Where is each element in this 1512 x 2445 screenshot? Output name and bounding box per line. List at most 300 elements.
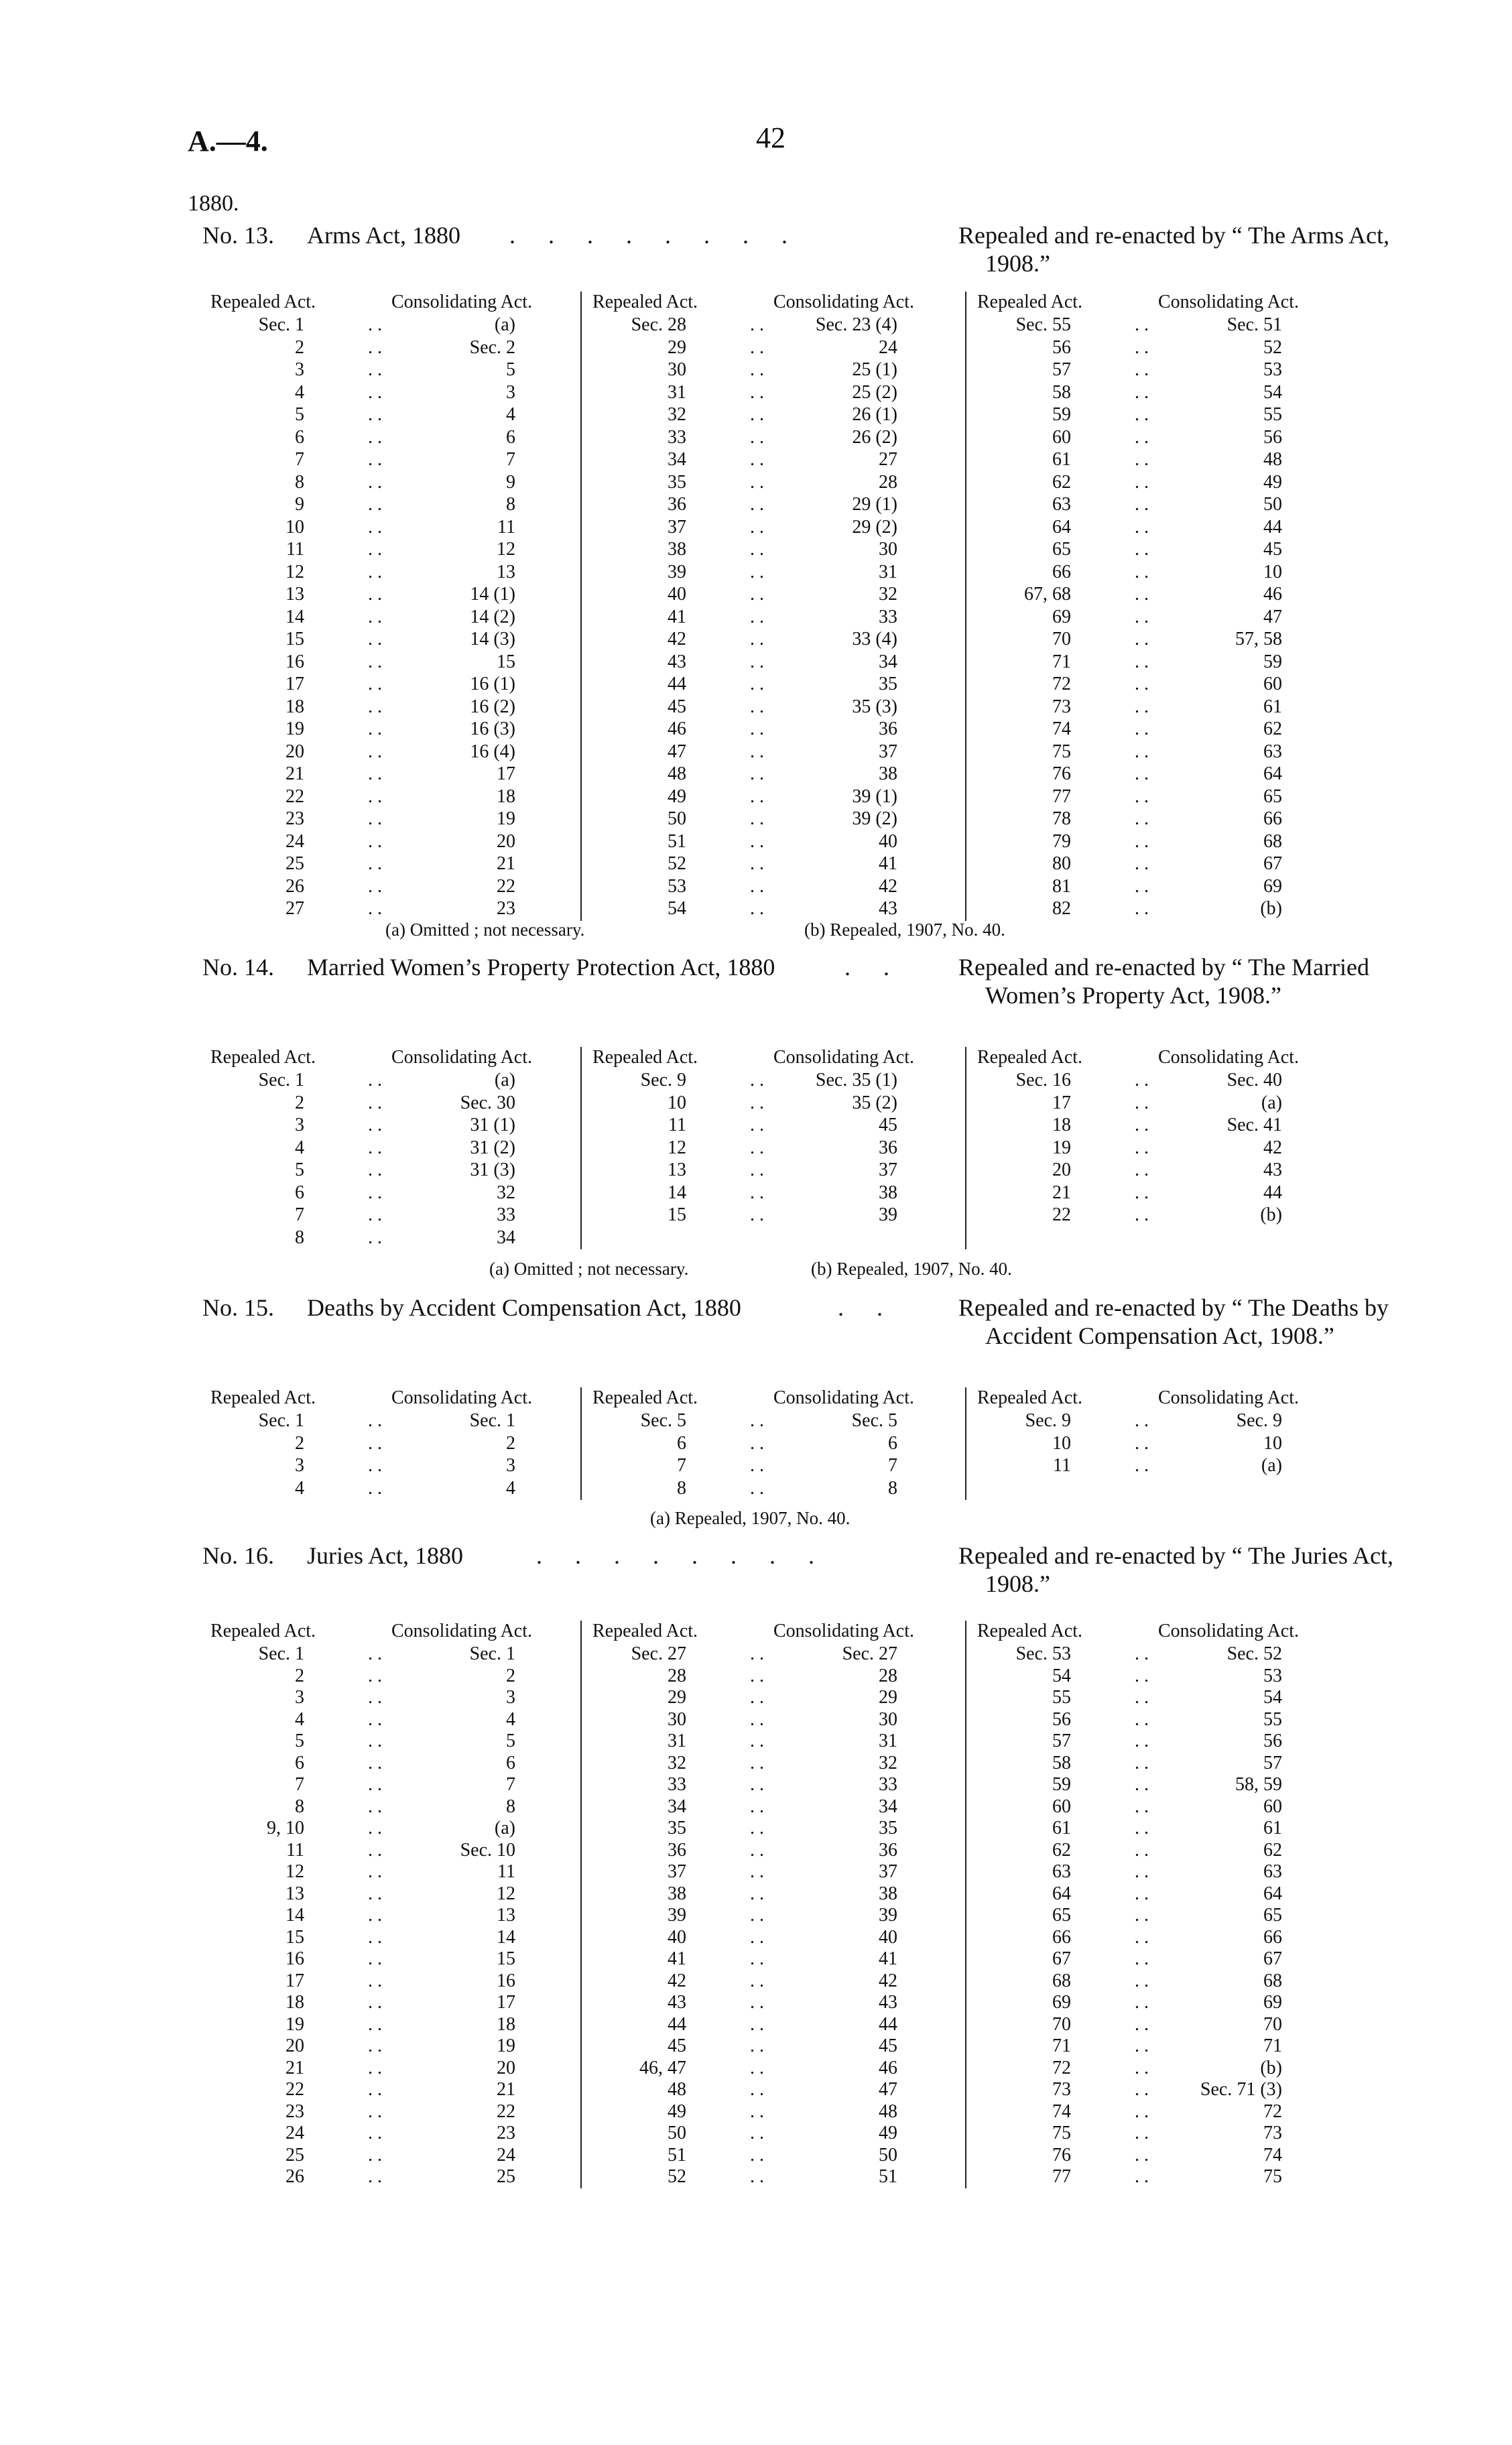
dot-leader: . . [368,853,382,874]
consolidating-act-header: Consolidating Act. [391,1621,532,1641]
dot-leader: . . [1135,1687,1149,1708]
dot-leader: . . [750,1861,764,1882]
repealed-section: 59 [1052,1774,1071,1795]
repealed-section: 40 [668,584,686,605]
repealed-section: 9, 10 [267,1818,304,1838]
dot-leader: . . [750,1905,764,1926]
repealed-section: 26 [286,2166,304,2187]
repealed-section: 2 [295,1092,304,1113]
consolidating-section: (a) [494,1070,515,1090]
consolidating-act-header: Consolidating Act. [1158,1047,1299,1068]
consolidating-section: 71 [1263,2035,1282,2056]
consolidating-section: 29 [879,1687,897,1708]
consolidating-section: 24 [879,336,897,358]
repealed-section: 18 [286,696,304,717]
repealed-section: 6 [677,1432,686,1454]
act-status: Repealed and re-enacted by “ The Juries Act, 1908.” [958,1542,1394,1597]
consolidating-section: 23 [497,2123,515,2143]
consolidating-section: 65 [1263,786,1282,807]
dot-leader: . . [368,1070,382,1090]
consolidating-section: 35 [879,1818,897,1838]
dot-leader: . . [1135,808,1149,829]
dot-leader: . . [368,561,382,582]
consolidating-section: 29 (1) [852,494,897,515]
repealed-section: 9 [295,494,304,515]
dot-leader: . . [1135,1818,1149,1838]
dot-leader: . . [368,539,382,560]
repealed-section: 11 [1053,1455,1071,1476]
consolidating-section: 37 [879,741,897,762]
column-divider [580,1047,582,1249]
repealed-section: 70 [1052,2013,1071,2035]
consolidating-section: 70 [1263,2013,1282,2035]
dot-leader: . . [368,1970,382,1991]
consolidating-section: 67 [1263,1948,1282,1969]
dot-leader: . . [750,1092,764,1113]
consolidating-section: 59 [1263,651,1282,672]
consolidating-section: 5 [506,359,515,380]
dot-leader: . . [368,1455,382,1476]
repealed-section: 50 [668,808,686,829]
consolidating-section: 13 [497,1905,515,1926]
consolidating-section: 11 [497,516,515,538]
dot-leader: . . [368,898,382,919]
dot-leader: . . [1135,471,1149,493]
repealed-act-header: Repealed Act. [592,1047,698,1068]
consolidating-section: Sec. 30 [460,1092,515,1113]
repealed-section: Sec. 9 [640,1070,686,1090]
dot-leader: . . [1135,1905,1149,1926]
consolidating-section: 63 [1263,1861,1282,1882]
repealed-section: 63 [1052,494,1071,515]
consolidating-section: 32 [879,584,897,605]
consolidating-section: 3 [506,381,515,403]
footnote: (b) Repealed, 1907, No. 40. [804,920,1005,940]
dot-leader: . . [1135,1455,1149,1476]
consolidating-section: Sec. 5 [851,1410,897,1431]
repealed-section: 76 [1052,2144,1071,2166]
dot-leader: . . [750,763,764,784]
dot-leader: . . [1135,718,1149,739]
dot-leader: . . [1135,2101,1149,2122]
repealed-section: 25 [286,2144,304,2166]
dot-leader: . . [750,1477,764,1499]
repealed-section: 77 [1052,2166,1071,2187]
repealed-section: 28 [668,1665,686,1686]
dot-leader: . . [368,2166,382,2187]
repealed-section: 75 [1052,741,1071,762]
repealed-section: 14 [286,606,304,627]
consolidating-section: (a) [494,1818,515,1838]
repealed-section: 77 [1052,786,1071,807]
repealed-section: 15 [286,629,304,649]
dot-leader: . . [750,606,764,627]
consolidating-section: 7 [888,1455,897,1476]
consolidating-section: 54 [1263,381,1282,403]
dot-leader: . . [750,1839,764,1861]
dot-leader: . . [368,584,382,605]
dot-leader: . . [368,1137,382,1158]
dot-leader: . . . . . . . . [509,222,801,249]
consolidating-section: 15 [497,651,515,672]
dot-leader: . . [750,1818,764,1838]
dot-leader: . . [750,449,764,470]
repealed-section: 81 [1052,875,1071,897]
column-divider [580,1387,582,1500]
consolidating-act-header: Consolidating Act. [1158,292,1299,312]
consolidating-section: 43 [879,1992,897,2013]
dot-leader: . . [368,808,382,829]
dot-leader: . . [750,584,764,605]
repealed-section: 12 [668,1137,686,1158]
dot-leader: . . [368,471,382,493]
consolidating-section: (a) [1261,1455,1282,1476]
dot-leader: . . [1135,696,1149,717]
dot-leader: . . [368,1861,382,1882]
repealed-section: 43 [668,1992,686,2013]
consolidating-section: (a) [1261,1092,1282,1113]
repealed-section: 19 [286,718,304,739]
repealed-section: 13 [286,584,304,605]
repealed-section: 65 [1052,539,1071,560]
repealed-section: 27 [286,898,304,919]
repealed-section: 30 [668,359,686,380]
consolidating-section: 52 [1263,336,1282,358]
dot-leader: . . [368,359,382,380]
act-status: Repealed and re-enacted by “ The Married Women’s Property Act, 1908.” [958,954,1370,1009]
repealed-section: 6 [295,1182,304,1203]
consolidating-section: 41 [879,1948,897,1969]
dot-leader: . . [1135,1643,1149,1664]
repealed-section: 17 [1052,1092,1071,1113]
repealed-section: 70 [1052,629,1071,649]
consolidating-section: 33 [879,606,897,627]
consolidating-section: 15 [497,1948,515,1969]
consolidating-section: 42 [879,1970,897,1991]
repealed-section: 69 [1052,606,1071,627]
repealed-section: 24 [286,2123,304,2143]
repealed-section: 18 [1052,1115,1071,1135]
consolidating-section: 48 [879,2101,897,2122]
repealed-act-header: Repealed Act. [210,292,316,312]
consolidating-section: 11 [497,1861,515,1882]
consolidating-section: 53 [1263,359,1282,380]
dot-leader: . . [368,1796,382,1817]
consolidating-section: 56 [1263,426,1282,448]
repealed-section: 79 [1052,830,1071,852]
repealed-section: 64 [1052,516,1071,538]
repealed-section: Sec. 28 [631,314,686,335]
dot-leader: . . [368,629,382,649]
consolidating-section: 62 [1263,1839,1282,1861]
consolidating-section: 34 [879,651,897,672]
repealed-section: 4 [295,1137,304,1158]
dot-leader: . . [750,314,764,335]
repealed-section: 61 [1052,449,1071,470]
consolidating-section: 63 [1263,741,1282,762]
consolidating-section: 38 [879,1883,897,1904]
consolidating-section: 31 [879,561,897,582]
dot-leader: . . [750,2144,764,2166]
consolidating-section: 61 [1263,696,1282,717]
dot-leader: . . [368,426,382,448]
consolidating-section: 64 [1263,1883,1282,1904]
repealed-section: 45 [668,2035,686,2056]
dot-leader: . . [750,1774,764,1795]
dot-leader: . . [750,2079,764,2100]
consolidating-act-header: Consolidating Act. [391,1387,532,1408]
consolidating-section: Sec. 35 (1) [815,1070,897,1090]
repealed-act-header: Repealed Act. [977,1387,1083,1408]
dot-leader: . . [368,1665,382,1686]
dot-leader: . . [1135,1926,1149,1948]
repealed-section: 24 [286,830,304,852]
dot-leader: . . [750,561,764,582]
repealed-section: 7 [295,449,304,470]
consolidating-section: 42 [879,875,897,897]
repealed-section: 60 [1052,426,1071,448]
consolidating-section: 30 [879,1708,897,1730]
consolidating-section: 18 [497,2013,515,2035]
dot-leader: . . [750,2057,764,2078]
consolidating-section: 60 [1263,1796,1282,1817]
consolidating-section: 51 [879,2166,897,2187]
consolidating-section: 4 [506,1708,515,1730]
consolidating-section: 49 [879,2123,897,2143]
consolidating-section: 25 (2) [852,381,897,403]
dot-leader: . . [368,741,382,762]
repealed-section: 63 [1052,1861,1071,1882]
repealed-act-header: Repealed Act. [210,1621,316,1641]
dot-leader: . . [368,494,382,515]
repealed-section: 3 [295,1455,304,1476]
dot-leader: . . [844,954,903,981]
repealed-section: 58 [1052,1752,1071,1773]
repealed-section: 52 [668,853,686,874]
consolidating-section: 48 [1263,449,1282,470]
consolidating-section: 33 (4) [852,629,897,649]
repealed-section: 13 [286,1883,304,1904]
repealed-section: 20 [1052,1159,1071,1180]
consolidating-section: Sec. 27 [842,1643,897,1664]
repealed-section: 42 [668,629,686,649]
dot-leader: . . [1135,1410,1149,1431]
repealed-section: 6 [295,1752,304,1773]
dot-leader: . . [750,426,764,448]
dot-leader: . . [1135,314,1149,335]
act-number: No. 15. [202,1294,274,1321]
repealed-section: 57 [1052,359,1071,380]
dot-leader: . . [750,1432,764,1454]
consolidating-section: 60 [1263,674,1282,694]
consolidating-section: 14 (3) [470,629,515,649]
consolidating-section: 28 [879,471,897,493]
repealed-section: Sec. 5 [640,1410,686,1431]
repealed-section: 47 [668,741,686,762]
consolidating-section: 17 [497,763,515,784]
consolidating-section: 16 (3) [470,718,515,739]
consolidating-section: 19 [497,2035,515,2056]
repealed-section: 29 [668,336,686,358]
dot-leader: . . [1135,2013,1149,2035]
footnote: (b) Repealed, 1907, No. 40. [811,1259,1012,1279]
dot-leader: . . [750,718,764,739]
consolidating-act-header: Consolidating Act. [773,1047,914,1068]
repealed-section: 2 [295,336,304,358]
consolidating-section: 57, 58 [1235,629,1282,649]
repealed-section: 78 [1052,808,1071,829]
consolidating-section: 38 [879,1182,897,1203]
dot-leader: . . [750,494,764,515]
dot-leader: . . [368,674,382,694]
repealed-section: 64 [1052,1883,1071,1904]
repealed-section: 12 [286,561,304,582]
repealed-section: 48 [668,763,686,784]
consolidating-section: 75 [1263,2166,1282,2187]
dot-leader: . . [1135,1665,1149,1686]
repealed-act-header: Repealed Act. [977,1047,1083,1068]
repealed-act-header: Repealed Act. [210,1387,316,1408]
dot-leader: . . [368,1731,382,1751]
consolidating-section: 29 (2) [852,516,897,538]
repealed-section: 22 [286,786,304,807]
dot-leader: . . [1135,1883,1149,1904]
repealed-section: 3 [295,1687,304,1708]
consolidating-section: (a) [494,314,515,335]
consolidating-section: 10 [1263,561,1282,582]
repealed-act-header: Repealed Act. [210,1047,316,1068]
consolidating-section: 64 [1263,763,1282,784]
consolidating-section: 6 [506,1752,515,1773]
column-divider [965,292,966,921]
repealed-section: 34 [668,1796,686,1817]
consolidating-section: 50 [1263,494,1282,515]
consolidating-section: 47 [879,2079,897,2100]
consolidating-section: 4 [506,404,515,425]
dot-leader: . . [1135,2035,1149,2056]
consolidating-section: 20 [497,2057,515,2078]
repealed-section: 37 [668,516,686,538]
consolidating-section: Sec. 1 [469,1643,515,1664]
consolidating-section: 25 (1) [852,359,897,380]
consolidating-section: 7 [506,1774,515,1795]
consolidating-section: 22 [497,2101,515,2122]
repealed-section: 38 [668,1883,686,1904]
repealed-section: 4 [295,1708,304,1730]
repealed-section: Sec. 55 [1015,314,1071,335]
dot-leader: . . [1135,1115,1149,1135]
repealed-section: 62 [1052,471,1071,493]
act-title: Arms Act, 1880 [307,222,460,249]
dot-leader: . . [1135,2123,1149,2143]
dot-leader: . . [1135,2057,1149,2078]
dot-leader: . . [368,1477,382,1499]
dot-leader: . . [368,1774,382,1795]
dot-leader: . . [750,381,764,403]
consolidating-section: 6 [506,426,515,448]
consolidating-section: 8 [888,1477,897,1499]
consolidating-section: 69 [1263,1992,1282,2013]
consolidating-section: 58, 59 [1235,1774,1282,1795]
dot-leader: . . [368,336,382,358]
repealed-section: 38 [668,539,686,560]
dot-leader: . . [368,1432,382,1454]
consolidating-section: 54 [1263,1687,1282,1708]
consolidating-section: 33 [879,1774,897,1795]
consolidating-section: 12 [497,1883,515,1904]
repealed-section: 37 [668,1861,686,1882]
repealed-section: 25 [286,853,304,874]
dot-leader: . . [368,2013,382,2035]
consolidating-section: 19 [497,808,515,829]
dot-leader: . . [1135,853,1149,874]
consolidating-section: 55 [1263,1708,1282,1730]
consolidating-section: 50 [879,2144,897,2166]
repealed-section: 7 [677,1455,686,1476]
dot-leader: . . [1135,404,1149,425]
consolidating-section: 16 (4) [470,741,515,762]
dot-leader: . . [1135,2166,1149,2187]
consolidating-section: Sec. 41 [1226,1115,1282,1135]
consolidating-section: 26 (2) [852,426,897,448]
repealed-section: 20 [286,2035,304,2056]
repealed-section: 12 [286,1861,304,1882]
repealed-section: 80 [1052,853,1071,874]
repealed-section: 76 [1052,763,1071,784]
consolidating-section: 32 [879,1752,897,1773]
consolidating-section: 43 [879,898,897,919]
consolidating-act-header: Consolidating Act. [391,1047,532,1068]
consolidating-section: 31 (2) [470,1137,515,1158]
dot-leader: . . [1135,629,1149,649]
repealed-section: 5 [295,1159,304,1180]
consolidating-section: 35 (2) [852,1092,897,1113]
repealed-section: 51 [668,2144,686,2166]
dot-leader: . . [750,786,764,807]
consolidating-section: 45 [879,2035,897,2056]
dot-leader: . . [750,1137,764,1158]
repealed-section: 51 [668,830,686,852]
repealed-section: 69 [1052,1992,1071,2013]
consolidating-section: 72 [1263,2101,1282,2122]
consolidating-section: 14 [497,1926,515,1948]
repealed-section: 2 [295,1432,304,1454]
dot-leader: . . [368,1410,382,1431]
consolidating-section: 35 [879,674,897,694]
consolidating-section: 32 [497,1182,515,1203]
dot-leader: . . [368,516,382,538]
consolidating-section: 44 [879,2013,897,2035]
repealed-section: 82 [1052,898,1071,919]
consolidating-section: 38 [879,763,897,784]
dot-leader: . . [750,336,764,358]
dot-leader: . . [1135,606,1149,627]
repealed-section: 16 [286,1948,304,1969]
dot-leader: . . [750,674,764,694]
consolidating-section: 4 [506,1477,515,1499]
consolidating-section: 16 (1) [470,674,515,694]
dot-leader: . . [1135,516,1149,538]
consolidating-act-header: Consolidating Act. [773,1621,914,1641]
dot-leader: . . [750,629,764,649]
repealed-section: 43 [668,651,686,672]
dot-leader: . . [368,2079,382,2100]
dot-leader: . . [368,1227,382,1248]
column-divider [580,292,582,921]
repealed-section: 72 [1052,2057,1071,2078]
consolidating-section: Sec. 52 [1226,1643,1282,1664]
repealed-section: 17 [286,1970,304,1991]
